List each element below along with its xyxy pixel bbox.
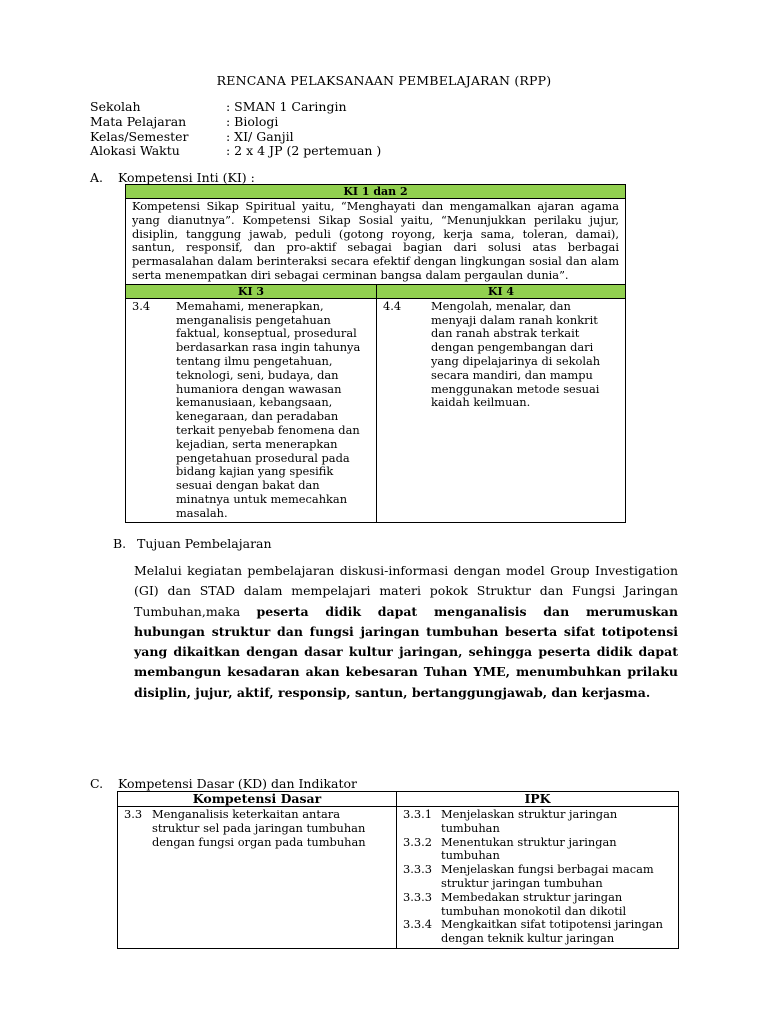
kd-table	[117, 791, 679, 949]
ipk-header: IPK	[397, 792, 679, 807]
info-row-sekolah	[90, 100, 381, 115]
ipk-item	[403, 918, 672, 946]
section-a-heading	[90, 170, 255, 185]
ipk-number: 3.3.4	[403, 917, 432, 932]
section-number: A.	[90, 170, 104, 185]
kd-text: Menganalisis keterkaitan antara struktur sel pada jaringan tumbuhan dengan fungsi organ pada tumbuhan	[152, 807, 366, 849]
ipk-item	[403, 808, 672, 836]
ipk-text: Mengkaitkan sifat totipotensi jaringan dengan teknik kultur jaringan	[441, 917, 664, 946]
info-row-mata-pelajaran	[90, 115, 381, 130]
ki-4-text: Mengolah, menalar, dan menyaji dalam ranah konkrit dan ranah abstrak terkait dengan pengembangan dari yang dipelajarinya di sekolah secara mandiri, dan mampu menggunakan metode sesuai kaidah keilmuan.	[431, 298, 601, 410]
section-number: B.	[113, 536, 127, 551]
tujuan-plain-text: Melalui kegiatan pembelajaran diskusi-informasi dengan model Group Investigation (GI) dan STAD dalam mempelajari materi pokok Struktur dan Fungsi Jaringan Tumbuhan,maka	[134, 563, 678, 619]
ki-3-cell	[126, 298, 377, 522]
ki-4-header: KI 4	[377, 284, 626, 298]
ki-1-2-header: KI 1 dan 2	[126, 185, 626, 199]
info-row-kelas-semester	[90, 130, 381, 145]
ki-3-number: 3.4	[132, 298, 151, 313]
ipk-cell	[397, 807, 679, 949]
ki-1-2-text: Kompetensi Sikap Spiritual yaitu, “Menghayati dan mengamalkan ajaran agama yang dianutnya”. Kompetensi Sikap Sosial yaitu, “Menunjukkan perilaku jujur, disiplin, tanggung jawab, peduli (gotong royong, kerja sama, toleran, damai), santun, responsif, dan pro-aktif sebagai bagian dari solusi atas berbagai permasalahan dalam berinteraksi secara efektif dengan lingkungan sosial dan alam serta menempatkan diri sebagai cerminan bangsa dalam pergaulan dunia”.	[126, 199, 626, 285]
section-title: Kompetensi Inti (KI) :	[118, 170, 255, 185]
ipk-item	[403, 863, 672, 891]
info-label: Alokasi Waktu	[90, 143, 180, 159]
ipk-text: Menjelaskan fungsi berbagai macam struktur jaringan tumbuhan	[441, 862, 654, 890]
ki-4-cell	[377, 298, 626, 522]
ipk-number: 3.3.2	[403, 834, 432, 849]
ki-3-text: Memahami, menerapkan, menganalisis pengetahuan faktual, konseptual, prosedural berdasarkan rasa ingin tahunya tentang ilmu pengetahuan, teknologi, seni, budaya, dan humaniora dengan wawasan kemanusiaan, kebangsaan, kenegaraan, dan peradaban terkait penyebab fenomena dan kejadian, serta menerapkan pengetahuan prosedural pada bidang kajian yang spesifik sesuai dengan bakat dan minatnya untuk memecahkan masalah.	[176, 298, 361, 520]
info-label: Sekolah	[90, 99, 141, 114]
kd-number: 3.3	[124, 807, 143, 821]
info-label: Mata Pelajaran	[90, 113, 187, 129]
info-block	[90, 100, 381, 159]
info-row-alokasi-waktu	[90, 144, 381, 159]
ki-4-number: 4.4	[383, 298, 402, 313]
ipk-number: 3.3.3	[403, 862, 432, 877]
tujuan-paragraph	[134, 561, 678, 703]
section-c-heading	[90, 776, 357, 791]
section-title: Tujuan Pembelajaran	[137, 536, 272, 551]
info-value: : 2 x 4 JP (2 pertemuan )	[226, 143, 382, 159]
document-title: RENCANA PELAKSANAAN PEMBELAJARAN (RPP)	[216, 73, 552, 88]
section-title: Kompetensi Dasar (KD) dan Indikator	[118, 776, 358, 791]
section-number: C.	[90, 776, 104, 791]
section-b-heading	[113, 536, 272, 551]
info-value: : Biologi	[226, 113, 279, 129]
ki-3-header: KI 3	[126, 284, 377, 298]
tujuan-bold-text: peserta didik dapat menganalisis dan merumuskan hubungan struktur dan fungsi jaringan tumbuhan beserta sifat totipotensi yang dikaitkan dengan dasar kultur jaringan, sehingga peserta didik dapat membangun kesadaran akan kebesaran Tuhan YME, menumbuhkan prilaku disiplin, jujur, aktif, responsip, santun, bertanggungjawab, dan kerjasma.	[134, 603, 678, 700]
ipk-item	[403, 836, 672, 864]
ipk-text: Membedakan struktur jaringan tumbuhan monokotil dan dikotil	[441, 889, 627, 918]
ipk-number: 3.3.3	[403, 889, 432, 904]
info-value: : SMAN 1 Caringin	[226, 99, 347, 114]
ipk-text: Menjelaskan struktur jaringan tumbuhan	[441, 807, 618, 835]
ipk-number: 3.3.1	[403, 807, 432, 821]
ipk-item	[403, 891, 672, 919]
info-label: Kelas/Semester	[90, 128, 189, 144]
ki-table	[125, 184, 626, 523]
info-value: : XI/ Ganjil	[226, 128, 294, 144]
ipk-text: Menentukan struktur jaringan tumbuhan	[441, 834, 617, 863]
kd-header: Kompetensi Dasar	[118, 792, 397, 807]
kd-cell	[118, 807, 397, 949]
